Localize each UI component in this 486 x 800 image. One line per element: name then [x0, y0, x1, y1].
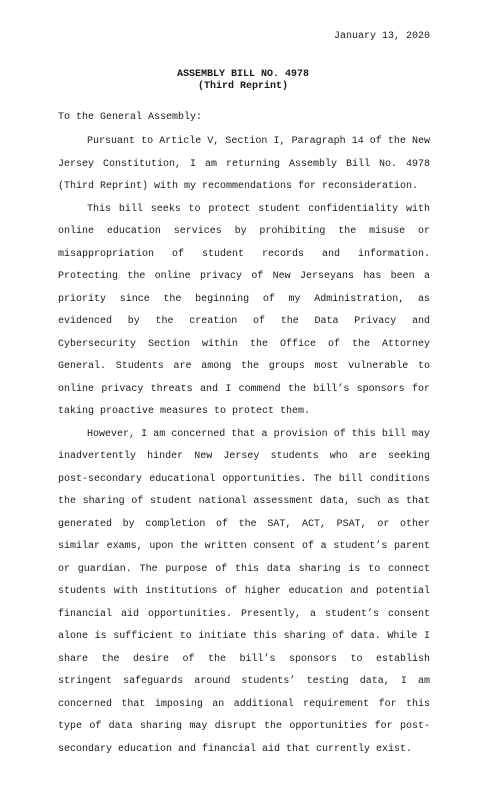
paragraph-3: However, I am concerned that a provision of this bill may inadvertently hinder New Jersey students who are seeking post-secondary educational opportunities. The bill conditions the sharing of student national assessment data, such as that generated by completion of the SAT, ACT, PSAT, or other similar exams, upon the written consent of a student’s parent or guardian. The purpose of this data sharing is to connect students with institutions of higher education and potential financial aid opportunities. Presently, a student’s consent alone is sufficient to initiate this sharing of data. While I share the desire of the bill’s sponsors to establish stringent safeguards around students’ testing data, I am concerned that imposing an additional requirement for this type of data sharing may disrupt the opportunities for post-secondary education and financial aid that currently exist. [58, 428, 430, 755]
title-block [0, 69, 486, 93]
bill-title: ASSEMBLY BILL NO. 4978 [176, 69, 310, 80]
body-text [58, 131, 430, 761]
document-date: January 13, 2020 [333, 31, 430, 42]
paragraph-2: This bill seeks to protect student confidentiality with online education services by prohibiting the misuse or misappropriation of student records and information. Protecting the online privacy of New Jerseyans has been a priority since the beginning of my Administration, as evidenced by the creation of the Data Privacy and Cybersecurity Section within the Office of the Attorney General. Students are among the groups most vulnerable to online privacy threats and I commend the bill’s sponsors for taking proactive measures to protect them. [58, 203, 430, 417]
bill-subtitle: (Third Reprint) [197, 81, 288, 92]
paragraph-1: Pursuant to Article V, Section I, Paragraph 14 of the New Jersey Constitution, I am returning Assembly Bill No. 4978 (Third Reprint) with my recommendations for reconsideration. [58, 136, 430, 192]
salutation: To the General Assembly: [58, 112, 203, 123]
